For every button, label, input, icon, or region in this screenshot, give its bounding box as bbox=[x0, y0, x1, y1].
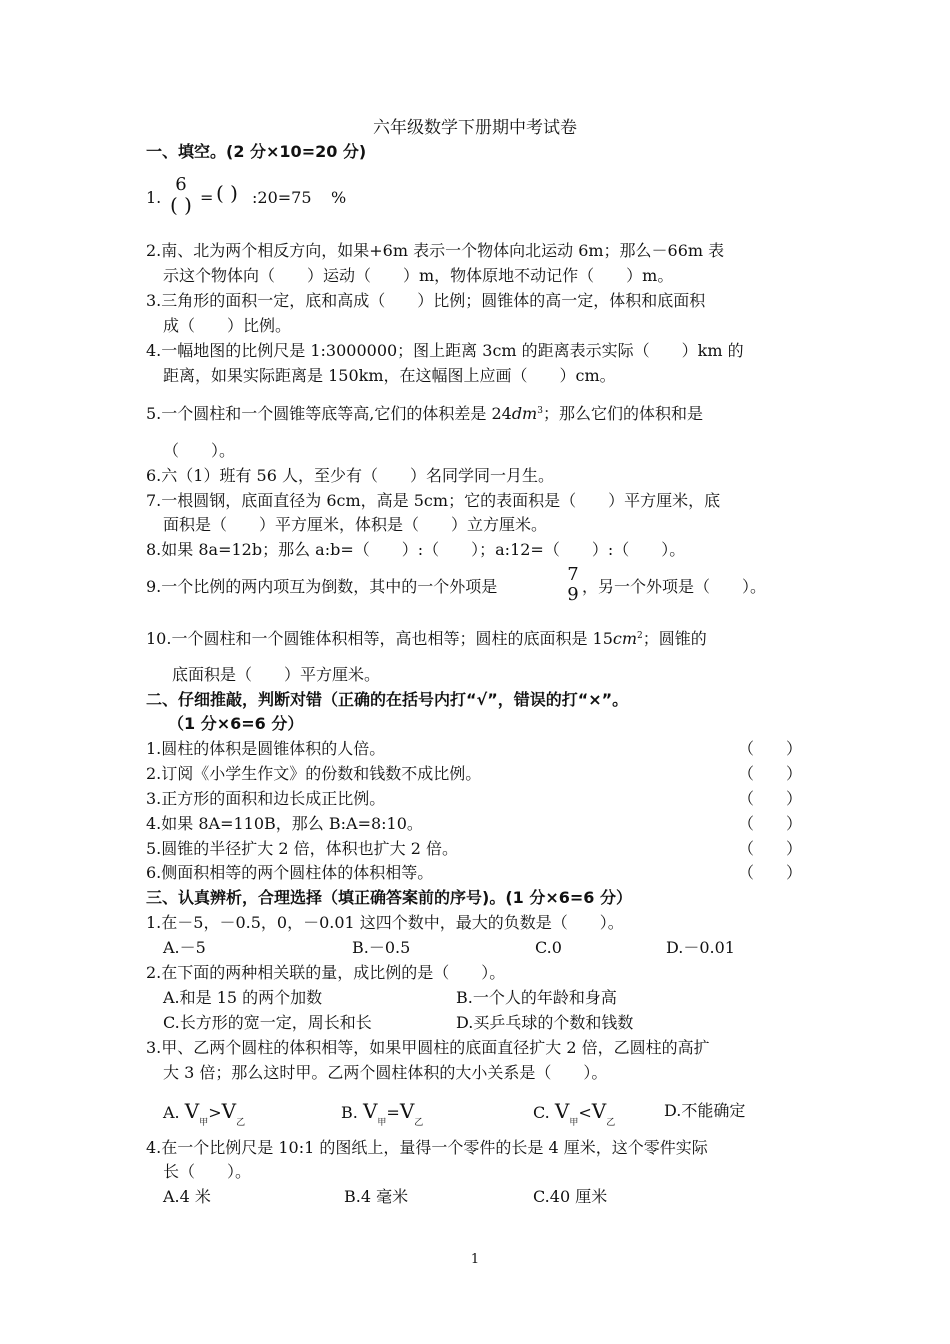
choice-q1-option-b: B.－0.5 bbox=[352, 938, 411, 957]
q1-numerator: 6 bbox=[175, 174, 187, 195]
q5-text-b: ；那么它们的体积和是 bbox=[542, 404, 703, 423]
section3-heading: 三、认真辨析，合理选择（填正确答案前的序号)。(1 分×6=6 分） bbox=[146, 888, 632, 907]
option-b-label: B. bbox=[341, 1103, 358, 1122]
option-c-op: < bbox=[578, 1103, 592, 1122]
q1-paren: ( ) bbox=[216, 181, 238, 205]
q1-number: 1. bbox=[146, 188, 162, 207]
page-title: 六年级数学下册期中考试卷 bbox=[373, 118, 577, 138]
q5-unit: dm bbox=[511, 404, 538, 423]
choice-q2-option-c: C.长方形的宽一定，周长和长 bbox=[163, 1013, 372, 1032]
option-a-label: A. bbox=[163, 1103, 180, 1122]
choice-q3-line2: 大 3 倍；那么这时甲。乙两个圆柱体积的大小关系是（ ）。 bbox=[163, 1063, 608, 1082]
q10-line1 bbox=[146, 628, 707, 653]
q6: 6.六（1）班有 56 人，至少有（ ）名同学同一月生。 bbox=[146, 466, 554, 485]
q10-unit: cm bbox=[612, 629, 638, 648]
choice-q3-option-d: D.不能确定 bbox=[664, 1101, 746, 1120]
choice-q4-line1: 4.在一个比例尺是 10:1 的图纸上，量得一个零件的长是 4 厘米，这个零件实际 bbox=[146, 1138, 708, 1157]
option-c-label: C. bbox=[533, 1103, 550, 1122]
option-c-v1: V bbox=[554, 1099, 570, 1123]
section1-heading: 一、填空。(2 分×10=20 分) bbox=[146, 142, 367, 161]
option-b-yi: 乙 bbox=[414, 1118, 424, 1128]
q1-rest: :20=75 bbox=[252, 188, 312, 207]
choice-q1-stem: 1.在－5，－0.5，0，－0.01 这四个数中，最大的负数是（ ）。 bbox=[146, 913, 624, 932]
choice-q2-option-d: D.买乒乓球的个数和钱数 bbox=[456, 1013, 634, 1032]
choice-q4-option-a: A.4 米 bbox=[163, 1187, 211, 1206]
option-b-jia: 甲 bbox=[377, 1118, 387, 1128]
judge-item-6: 6.侧面积相等的两个圆柱体的体积相等。 bbox=[146, 863, 434, 882]
judge-answer-3: （ ） bbox=[738, 789, 803, 808]
q9-rest: ，另一个外项是（ ）。 bbox=[582, 577, 767, 596]
q9-fraction bbox=[565, 565, 581, 605]
option-a-v1: V bbox=[184, 1099, 200, 1123]
q3-line2: 成（ ）比例。 bbox=[163, 316, 292, 335]
judge-answer-1: （ ） bbox=[738, 739, 803, 758]
choice-q1-option-d: D.－0.01 bbox=[666, 938, 735, 957]
q7-line1: 7.一根圆钢，底面直径为 6cm，高是 5cm；它的表面积是（ ）平方厘米，底 bbox=[146, 491, 721, 510]
choice-q1-option-c: C.0 bbox=[535, 938, 562, 957]
q10-text-b: ；圆锥的 bbox=[642, 629, 707, 648]
judge-item-1: 1.圆柱的体积是圆锥体积的人倍。 bbox=[146, 739, 386, 758]
q10-text-a: 10.一个圆柱和一个圆锥体积相等，高也相等；圆柱的底面积是 15 bbox=[146, 629, 613, 648]
choice-q3-option-a bbox=[163, 1100, 245, 1127]
q1-fraction bbox=[168, 175, 194, 215]
q4-line1: 4.一幅地图的比例尺是 1:3000000；图上距离 3cm 的距离表示实际（ ）km 的 bbox=[146, 341, 744, 360]
q5-line1 bbox=[146, 403, 703, 428]
q5-line2: （ ）。 bbox=[163, 441, 236, 460]
option-a-op: > bbox=[208, 1103, 222, 1122]
q10-exponent: 2 bbox=[637, 631, 643, 641]
option-b-op: = bbox=[386, 1103, 400, 1122]
q2-line1: 2.南、北为两个相反方向，如果+6m 表示一个物体向北运动 6m；那么－66m 表 bbox=[146, 241, 725, 260]
choice-q4-option-b: B.4 毫米 bbox=[344, 1187, 409, 1206]
page-number: 1 bbox=[470, 1252, 480, 1267]
judge-item-4: 4.如果 8A=110B，那么 B:A=8:10。 bbox=[146, 814, 423, 833]
q7-line2: 面积是（ ）平方厘米，体积是（ ）立方厘米。 bbox=[163, 515, 548, 534]
judge-answer-5: （ ） bbox=[738, 839, 803, 858]
section2-heading: 二、仔细推敲，判断对错（正确的在括号内打“√”，错误的打“×”。 bbox=[146, 690, 629, 709]
choice-q4-option-c: C.40 厘米 bbox=[533, 1187, 608, 1206]
q2-line2: 示这个物体向（ ）运动（ ）m，物体原地不动记作（ ）m。 bbox=[163, 266, 674, 285]
choice-q4-line2: 长（ ）。 bbox=[163, 1162, 252, 1181]
q4-line2: 距离，如果实际距离是 150km，在这幅图上应画（ ）cm。 bbox=[163, 366, 616, 385]
q1-percent: % bbox=[331, 188, 347, 207]
choice-q3-option-c bbox=[533, 1100, 615, 1127]
judge-item-5: 5.圆锥的半径扩大 2 倍，体积也扩大 2 倍。 bbox=[146, 839, 458, 858]
q5-text-a: 5.一个圆柱和一个圆锥等底等高,它们的体积差是 24 bbox=[146, 404, 512, 423]
option-a-jia: 甲 bbox=[199, 1118, 209, 1128]
option-a-v2: V bbox=[221, 1099, 237, 1123]
section2-subheading: （1 分×6=6 分） bbox=[168, 714, 304, 733]
option-c-yi: 乙 bbox=[606, 1118, 616, 1128]
option-a-yi: 乙 bbox=[236, 1118, 246, 1128]
q1-equals: = bbox=[200, 188, 214, 207]
q9-text: 9.一个比例的两内项互为倒数，其中的一个外项是 bbox=[146, 577, 498, 596]
q1-denominator: ( ) bbox=[170, 193, 192, 217]
judge-answer-2: （ ） bbox=[738, 764, 803, 783]
choice-q2-option-b: B.一个人的年龄和身高 bbox=[456, 988, 617, 1007]
choice-q1-option-a: A.－5 bbox=[163, 938, 206, 957]
q9-numerator: 7 bbox=[567, 564, 579, 585]
q5-exponent: 3 bbox=[537, 406, 543, 416]
q9-denominator: 9 bbox=[567, 584, 579, 605]
judge-item-2: 2.订阅《小学生作文》的份数和钱数不成比例。 bbox=[146, 764, 482, 783]
q8: 8.如果 8a=12b；那么 a:b=（ ）:（ ）；a:12=（ ）:（ ）。 bbox=[146, 540, 686, 559]
judge-answer-6: （ ） bbox=[738, 863, 803, 882]
judge-answer-4: （ ） bbox=[738, 814, 803, 833]
option-c-v2: V bbox=[591, 1099, 607, 1123]
option-c-jia: 甲 bbox=[569, 1118, 579, 1128]
choice-q2-option-a: A.和是 15 的两个加数 bbox=[163, 988, 323, 1007]
choice-q3-line1: 3.甲、乙两个圆柱的体积相等，如果甲圆柱的底面直径扩大 2 倍，乙圆柱的高扩 bbox=[146, 1038, 710, 1057]
judge-item-3: 3.正方形的面积和边长成正比例。 bbox=[146, 789, 386, 808]
option-b-v2: V bbox=[399, 1099, 415, 1123]
choice-q2-stem: 2.在下面的两种相关联的量，成比例的是（ ）。 bbox=[146, 963, 506, 982]
choice-q3-option-b bbox=[341, 1100, 423, 1127]
q3-line1: 3.三角形的面积一定，底和高成（ ）比例；圆锥体的高一定，体积和底面积 bbox=[146, 291, 706, 310]
q10-line2: 底面积是（ ）平方厘米。 bbox=[172, 665, 381, 684]
option-b-v1: V bbox=[362, 1099, 378, 1123]
